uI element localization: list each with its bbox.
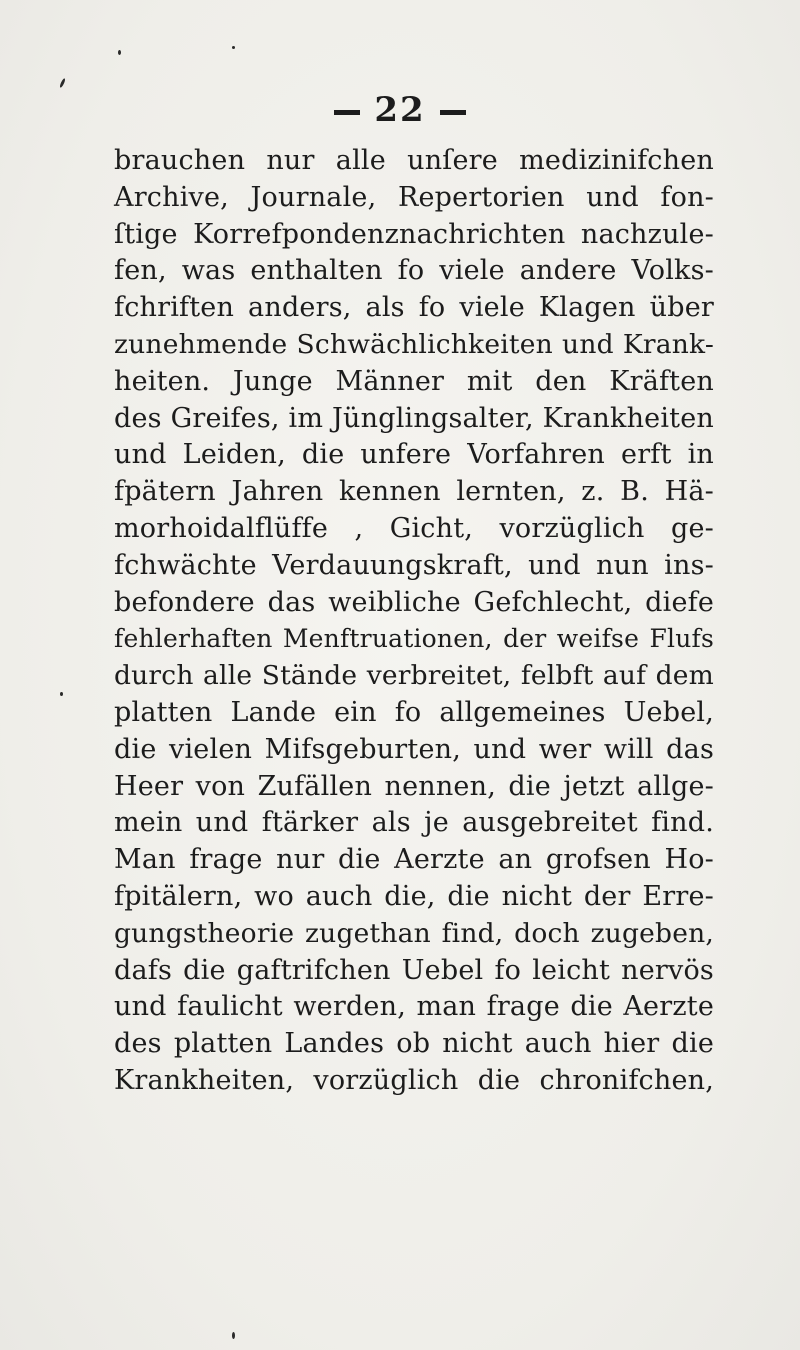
text-line: durch alle Stände verbreitet, felbft auf dem — [114, 660, 714, 692]
page-header — [0, 90, 800, 130]
text-line: Heer von Zufällen nennen, die jetzt allge- — [114, 770, 714, 802]
print-speck — [59, 78, 66, 88]
text-line: und Leiden, die unfere Vorfahren erft in — [114, 439, 714, 471]
text-line: heiten. Junge Männer mit den Kräften — [114, 365, 714, 397]
text-line: und faulicht werden, man frage die Aerzte — [114, 991, 714, 1023]
text-line: dafs die gaftrifchen Uebel fo leicht nervös — [114, 954, 714, 986]
text-line: Archive, Journale, Repertorien und fon- — [114, 181, 714, 213]
print-speck — [232, 46, 235, 49]
text-line: brauchen nur alle unſere medizinifchen — [114, 145, 714, 176]
text-line: fehlerhaften Menftruationen, der weifse Flufs — [114, 624, 714, 654]
text-line: fpitälern, wo auch die, die nicht der Erre- — [114, 880, 714, 912]
text-line: die vielen Mifsgeburten, und wer will das — [114, 733, 714, 765]
print-speck — [232, 1332, 235, 1339]
header-dash-right — [440, 110, 466, 115]
text-line: Man frage nur die Aerzte an grofsen Ho- — [114, 844, 714, 876]
text-line: befondere das weibliche Gefchlecht, diefe — [114, 586, 714, 618]
text-line: Krankheiten, vorzüglich die chronifchen, — [114, 1064, 714, 1096]
body-text — [114, 143, 714, 1100]
text-line: platten Lande ein fo allgemeines Uebel, — [114, 696, 714, 728]
print-speck — [60, 692, 63, 696]
text-line: gungstheorie zugethan find, doch zugeben, — [114, 917, 714, 949]
text-line: zunehmende Schwächlichkeiten und Krank- — [114, 328, 714, 360]
print-speck — [118, 50, 121, 55]
text-line: morhoidalflüffe , Gicht, vorzüglich ge- — [114, 512, 714, 544]
text-line: des Greifes, im Jünglingsalter, Krankheiten — [114, 402, 714, 434]
text-line: des platten Landes ob nicht auch hier die — [114, 1028, 714, 1060]
page-number: 22 — [374, 90, 426, 130]
text-line: fchwächte Verdauungskraft, und nun ins- — [114, 549, 714, 581]
text-line: fpätern Jahren kennen lernten, z. B. Hä- — [114, 476, 714, 508]
header-dash-left — [334, 110, 360, 115]
text-line: mein und ftärker als je ausgebreitet find. — [114, 807, 714, 839]
text-line: fchriften anders, als fo viele Klagen über — [114, 292, 714, 324]
text-line: fen, was enthalten fo viele andere Volks- — [114, 255, 714, 287]
text-line: ſtige Korrefpondenznachrichten nachzule- — [114, 218, 714, 250]
